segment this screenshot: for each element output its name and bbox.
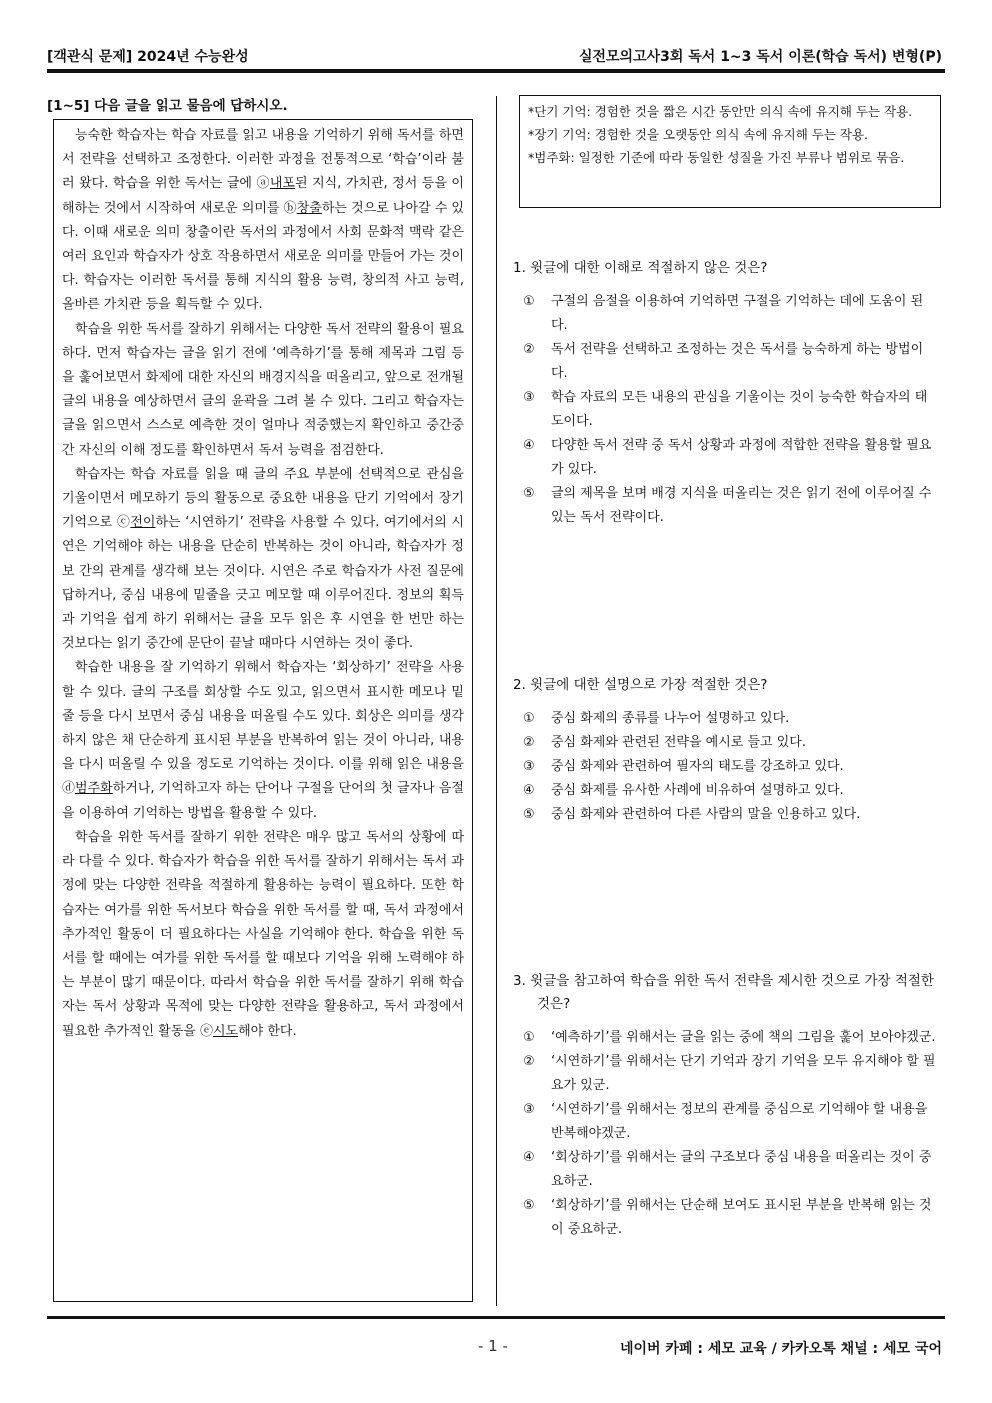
answer-option[interactable]: ② ‘시연하기’를 위해서는 단기 기억과 장기 기억을 모두 유지해야 할 필요가 있군. <box>523 1054 936 1093</box>
question-stem: 3. 윗글을 참고하여 학습을 위한 독서 전략을 제시한 것으로 가장 적절한 것은? <box>513 973 934 1012</box>
instruction: [1~5] 다음 글을 읽고 물음에 답하시오. <box>47 98 288 114</box>
passage-paragraph: 학습한 내용을 잘 기억하기 위해서 학습자는 ‘회상하기’ 전략을 사용할 수 있다. 글의 구조를 회상할 수도 있고, 읽으면서 표시한 메모나 밑줄 등을 다시 보면서 중심 내용을 떠올릴 수도 있다. 회상은 의미를 생각하지 않은 채 단순하게 표시된 부분을 반복하여 읽는 것이 아니라, 내용을 다시 떠올릴 수 있을 정도로 기억하는 것이다. 이를 위해 읽은 내용을 ⓓ범주화하거나, 기억하고자 하는 단어나 구절을 단어의 첫 글자나 음절을 이용하여 기억하는 방법을 활용할 수 있다. <box>62 660 464 821</box>
header-left-title: [객관식 문제] 2024년 수능완성 <box>47 49 249 65</box>
answer-option[interactable]: ① 중심 화제의 종류를 나누어 설명하고 있다. <box>523 711 790 726</box>
passage-paragraph: 능숙한 학습자는 학습 자료를 읽고 내용을 기억하기 위해 독서를 하면서 전략을 선택하고 조정한다. 이러한 과정을 전통적으로 ‘학습’이라 불러 왔다. 학습을 위한 독서는 글에 ⓐ내포된 지식, 가치관, 정서 등을 이해하는 것에서 시작하여 새로운 의미를 ⓑ창출하는 것으로 나아갈 수 있다. 이때 새로운 의미 창출이란 독서의 과정에서 사회 문화적 맥락 같은 여러 요인과 학습자가 상호 작용하면서 새로운 의미를 만들어 가는 것이다. 학습자는 이러한 독서를 통해 지식의 활용 능력, 창의적 사고 능력, 올바른 가치관 등을 획득할 수 있다. <box>62 128 464 313</box>
answer-option[interactable]: ② 독서 전략을 선택하고 조정하는 것은 독서를 능숙하게 하는 방법이다. <box>523 342 924 381</box>
question-3 <box>513 970 943 1242</box>
glossary-item: *범주화: 일정한 기준에 따라 동일한 성질을 가진 부류나 범위로 묶음. <box>528 150 905 165</box>
answer-option[interactable]: ③ 중심 화제와 관련하여 필자의 태도를 강조하고 있다. <box>523 759 844 774</box>
question-2 <box>513 674 943 827</box>
answer-option[interactable]: ⑤ 중심 화제와 관련하여 다른 사람의 말을 인용하고 있다. <box>523 807 861 822</box>
question-stem: 2. 윗글에 대한 설명으로 가장 적절한 것은? <box>513 677 768 693</box>
footer-rule <box>47 1316 945 1319</box>
passage-paragraph: 학습을 위한 독서를 잘하기 위해서는 다양한 독서 전략의 활용이 필요하다. 먼저 학습자는 글을 읽기 전에 ‘예측하기’를 통해 제목과 그림 등을 훑어보면서 화제에 대한 자신의 배경지식을 떠올리고, 앞으로 전개될 글의 내용을 예상하면서 글의 윤곽을 그려 볼 수 있다. 그리고 학습자는 글을 읽으면서 스스로 예측한 것이 얼마나 적중했는지 확인하고 중간중간 자신의 이해 정도를 확인하면서 독서 능력을 점검한다. <box>62 321 464 458</box>
answer-option[interactable]: ④ 다양한 독서 전략 중 독서 상황과 과정에 적합한 전략을 활용할 필요가 있다. <box>523 438 932 477</box>
glossary-item: *단기 기억: 경험한 것을 짧은 시간 동안만 의식 속에 유지해 두는 작용. <box>528 104 913 119</box>
glossary-box <box>519 95 941 208</box>
answer-option[interactable]: ③ ‘시연하기’를 위해서는 정보의 관계를 중심으로 기억해야 할 내용을 반복해야겠군. <box>523 1102 928 1141</box>
passage-box <box>53 119 473 1302</box>
glossary-item: *장기 기억: 경험한 것을 오랫동안 의식 속에 유지해 두는 작용. <box>528 127 868 142</box>
column-divider <box>496 96 497 1306</box>
answer-option[interactable]: ① ‘예측하기’를 위해서는 글을 읽는 중에 책의 그림을 훑어 보아야겠군. <box>523 1030 936 1045</box>
answer-option[interactable]: ⑤ ‘회상하기’를 위해서는 단순해 보여도 표시된 부분을 반복해 읽는 것이 중요하군. <box>523 1198 932 1237</box>
header-rule <box>47 69 945 73</box>
answer-option[interactable]: ③ 학습 자료의 모든 내용의 관심을 기울이는 것이 능숙한 학습자의 태도이다. <box>523 390 928 429</box>
answer-option[interactable]: ⑤ 글의 제목을 보며 배경 지식을 떠올리는 것은 읽기 전에 이루어질 수 있는 독서 전략이다. <box>523 486 932 525</box>
footer-credit: 네이버 카페 : 세모 교육 / 카카오톡 채널 : 세모 국어 <box>619 1341 942 1357</box>
answer-option[interactable]: ② 중심 화제와 관련된 전략을 예시로 들고 있다. <box>523 735 806 750</box>
answer-option[interactable]: ① 구절의 음절을 이용하여 기억하면 구절을 기억하는 데에 도움이 된다. <box>523 294 924 333</box>
page-number: - 1 - <box>478 1337 508 1355</box>
passage-paragraph: 학습자는 학습 자료를 읽을 때 글의 주요 부분에 선택적으로 관심을 기울이면서 메모하기 등의 활동으로 중요한 내용을 단기 기억에서 장기 기억으로 ⓒ전이하는 ‘시연하기’ 전략을 사용할 수 있다. 여기에서의 시연은 기억해야 하는 내용을 단순히 반복하는 것이 아니라, 학습자가 정보 간의 관계를 생각해 보는 것이다. 시연은 주로 학습자가 사전 질문에 답하거나, 중심 내용에 밑줄을 긋고 메모할 때 이루어진다. 정보의 획득과 기억을 쉽게 하기 위해서는 글을 모두 읽은 후 시연을 한 번만 하는 것보다는 읽기 중간에 문단이 끝날 때마다 시연하는 것이 좋다. <box>62 466 464 652</box>
answer-option[interactable]: ④ 중심 화제를 유사한 사례에 비유하여 설명하고 있다. <box>523 783 844 798</box>
question-stem: 1. 윗글에 대한 이해로 적절하지 않은 것은? <box>513 260 768 276</box>
header-right-title: 실전모의고사3회 독서 1~3 독서 이론(학습 독서) 변형(P) <box>578 49 942 65</box>
question-1 <box>513 257 943 530</box>
passage-paragraph: 학습을 위한 독서를 잘하기 위한 전략은 매우 많고 독서의 상황에 따라 다를 수 있다. 학습자가 학습을 위한 독서를 잘하기 위해서는 독서 과정에 맞는 다양한 전략을 적절하게 활용하는 능력이 필요하다. 또한 학습자는 여가를 위한 독서보다 학습을 위한 독서를 할 때, 독서 과정에서 추가적인 활동이 더 필요하다는 사실을 기억해야 한다. 학습을 위한 독서를 할 때에는 여가를 위한 독서를 할 때보다 기억을 위해 노력해야 하는 부분이 많기 때문이다. 따라서 학습을 위한 독서를 잘하기 위해 학습자는 독서 상황과 목적에 맞는 다양한 전략을 활용하고, 독서 과정에서 필요한 추가적인 활동을 ⓔ시도해야 한다. <box>62 829 464 1039</box>
answer-option[interactable]: ④ ‘회상하기’를 위해서는 글의 구조보다 중심 내용을 떠올리는 것이 중요하군. <box>523 1150 932 1189</box>
